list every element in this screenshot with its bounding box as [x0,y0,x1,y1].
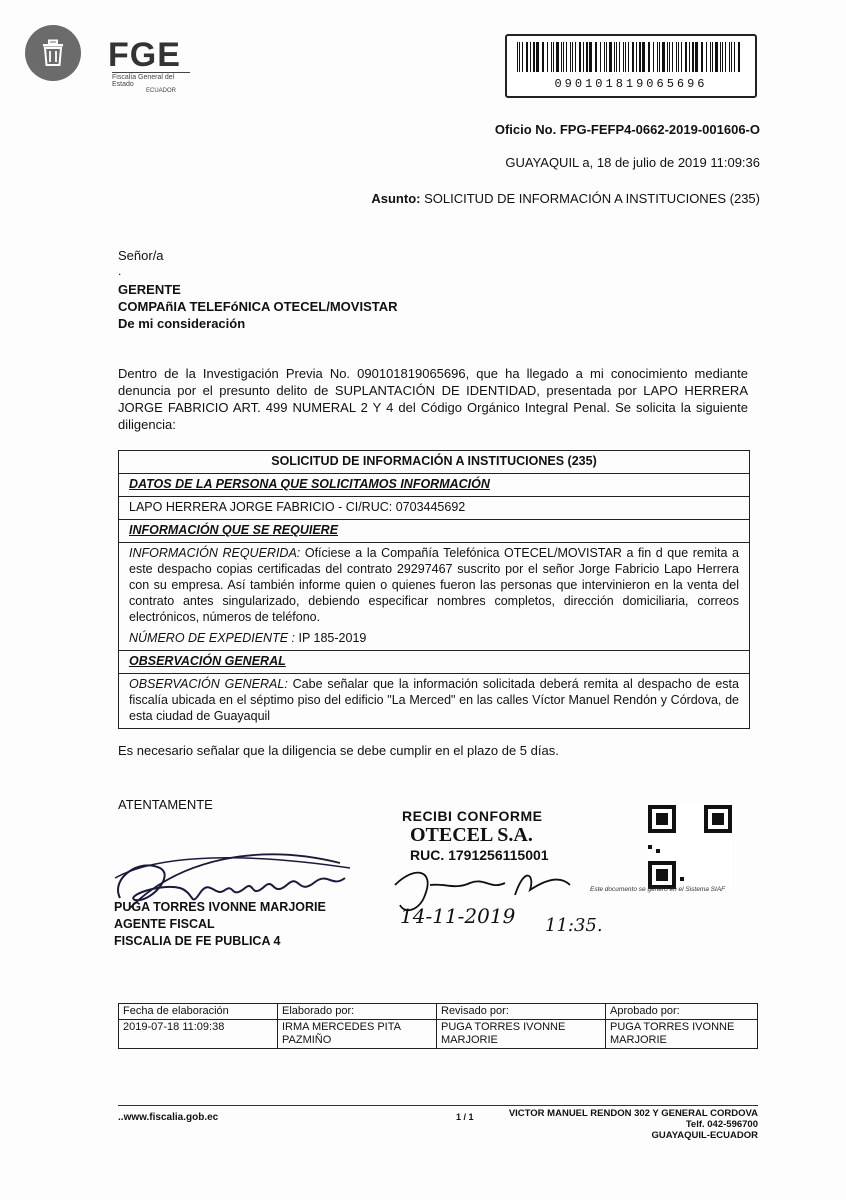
meta-header: Revisado por: [437,1004,606,1020]
stamp-line-3: RUC. 1791256115001 [410,847,549,863]
signer-role: AGENTE FISCAL [114,917,215,931]
signer-office: FISCALIA DE FE PUBLICA 4 [114,934,281,948]
barcode-bar [667,42,668,72]
footer-divider [118,1105,758,1106]
barcode-bar [604,42,605,72]
signer-block [114,899,326,950]
barcode [505,34,757,98]
meta-value: PUGA TORRES IVONNE MARJORIE [437,1020,606,1049]
salutation: Señor/a [118,248,164,263]
logo-subtitle: Fiscalía General del Estado [112,72,190,88]
signer-name: PUGA TORRES IVONNE MARJORIE [114,900,326,914]
barcode-bar [729,42,730,72]
barcode-bars [517,42,743,72]
trash-icon [40,39,66,67]
intro-paragraph: Dentro de la Investigación Previa No. 090101819065696, que ha llegado a mi conocimiento mediante denuncia por el presunto delito de SUPLANTACIÓN DE IDENTIDAD, presentada por LAPO HERRERA JORGE FABRICIO ART. 499 NUMERAL 2 Y 4 del Código Orgánico Integral Penal. Se solicita la siguiente diligencia: [118,366,748,432]
handwritten-receipt [375,855,635,945]
barcode-bar [519,42,520,72]
barcode-bar [712,42,713,72]
barcode-bar [628,42,629,72]
barcode-bar [701,42,703,72]
page-number: 1 / 1 [456,1112,474,1122]
person-data: LAPO HERRERA JORGE FABRICIO - CI/RUC: 0703445692 [129,500,466,514]
logo-country: ECUADOR [146,88,177,94]
footer-website[interactable]: ..www.fiscalia.gob.ec [118,1112,219,1123]
barcode-bar [522,42,523,72]
barcode-bar [556,42,559,72]
barcode-bar [570,42,571,72]
barcode-bar [563,42,564,72]
greeting: De mi consideración [118,316,246,331]
request-table-header: SOLICITUD DE INFORMACIÓN A INSTITUCIONES (235) [119,451,750,474]
obs-body-cell [119,674,750,729]
person-value-cell [119,497,750,520]
barcode-bar [583,42,584,72]
barcode-bar [609,42,612,72]
request-table [118,450,750,729]
barcode-bar [689,42,690,72]
qr-module [656,869,668,881]
deadline-note: Es necesario señalar que la diligencia se debe cumplir en el plazo de 5 días. [118,743,559,758]
meta-header: Aprobado por: [606,1004,758,1020]
barcode-bar [648,42,650,72]
barcode-bar [595,42,597,72]
stamp-line-1: RECIBI CONFORME [402,808,543,824]
barcode-bar [575,42,576,72]
barcode-bar [722,42,723,72]
barcode-bar [706,42,707,72]
footer-city: GUAYAQUIL-ECUADOR [651,1130,758,1141]
obs-section-title: OBSERVACIÓN GENERAL [129,654,286,668]
siaf-note: Este documento se generó en el Sistema SIAF [590,886,726,893]
obs-cell [119,651,750,674]
barcode-bar [642,42,645,72]
barcode-bar [657,42,658,72]
barcode-bar [526,42,528,72]
barcode-bar [623,42,624,72]
barcode-bar [636,42,637,72]
recipient-title: GERENTE [118,282,181,297]
barcode-bar [672,42,673,72]
obs-label: OBSERVACIÓN GENERAL: [129,677,288,691]
info-label: INFORMACIÓN REQUERIDA: [129,546,301,560]
footer-street: VICTOR MANUEL RENDON 302 Y GENERAL CORDOVA [508,1108,758,1119]
barcode-bar [553,42,554,72]
footer-address [480,1108,758,1141]
barcode-bar [678,42,679,72]
meta-header: Fecha de elaboración [119,1004,278,1020]
delete-button[interactable] [25,25,81,81]
barcode-bar [685,42,687,72]
metadata-table [118,1003,758,1049]
person-cell [119,474,750,497]
recipient-company: COMPAñIA TELEFóNICA OTECEL/MOVISTAR [118,299,398,314]
fge-logo [108,36,204,94]
barcode-bar [676,42,677,72]
barcode-bar [572,42,573,72]
barcode-bar [536,42,539,72]
recipient-block [118,281,398,332]
qr-code [648,805,732,889]
info-section-title: INFORMACIÓN QUE SE REQUIERE [129,523,339,537]
barcode-bar [659,42,660,72]
footer-phone: Telf. 042-596700 [685,1119,758,1130]
expediente-value: IP 185-2019 [295,631,367,645]
info-body-cell [119,543,750,651]
barcode-bar [517,42,518,72]
person-section-title: DATOS DE LA PERSONA QUE SOLICITAMOS INFORMACIÓN [129,477,490,491]
barcode-bar [639,42,641,72]
barcode-bar [738,42,740,72]
barcode-bar [695,42,698,72]
handwritten-date: 14-11-2019 [400,904,516,928]
barcode-bar [725,42,726,72]
barcode-bar [710,42,711,72]
subject-line [300,191,760,206]
barcode-bar [566,42,567,72]
stamp-line-2: OTECEL S.A. [410,824,533,846]
barcode-bar [669,42,670,72]
barcode-bar [561,42,562,72]
barcode-bar [616,42,617,72]
barcode-bar [619,42,620,72]
barcode-bar [547,42,548,72]
logo-text: FGE [108,36,181,74]
qr-module [712,813,724,825]
meta-value: PUGA TORRES IVONNE MARJORIE [606,1020,758,1049]
barcode-bar [530,42,531,72]
qr-module [656,813,668,825]
barcode-bar [734,42,735,72]
meta-value: 2019-07-18 11:09:38 [119,1020,278,1049]
qr-module [680,877,684,881]
qr-module [648,845,652,849]
closing: ATENTAMENTE [118,797,213,812]
subject-label: Asunto: [371,191,421,206]
subject-text: SOLICITUD DE INFORMACIÓN A INSTITUCIONES (235) [424,191,760,206]
barcode-bar [533,42,535,72]
barcode-bar [653,42,654,72]
barcode-bar [632,42,634,72]
expediente-label: NÚMERO DE EXPEDIENTE : [129,631,295,645]
barcode-bar [731,42,732,72]
barcode-bar [586,42,588,72]
barcode-bar [542,42,544,72]
info-cell [119,520,750,543]
barcode-bar [625,42,626,72]
meta-header: Elaborado por: [278,1004,437,1020]
barcode-bar [551,42,552,72]
barcode-bar [681,42,682,72]
barcode-bar [715,42,718,72]
barcode-bar [579,42,581,72]
barcode-bar [662,42,665,72]
document-date: GUAYAQUIL a, 18 de julio de 2019 11:09:36 [505,155,760,170]
barcode-number: 090101819065696 [554,77,708,91]
barcode-bar [614,42,615,72]
handwritten-time: 11:35. [545,915,603,936]
barcode-bar [600,42,601,72]
barcode-bar [692,42,694,72]
qr-module [656,849,660,853]
barcode-bar [589,42,592,72]
obs-text: Cabe señalar que la información solicitada deberá remita al despacho de esta fiscalía ubicada en el séptimo piso del edificio "La Merced" en las calles Víctor Manuel Rendón y Córdova, de esta ciudad de Guayaquil [129,677,739,723]
barcode-bar [606,42,607,72]
salutation-dot: . [118,264,122,278]
meta-value: IRMA MERCEDES PITA PAZMIÑO [278,1020,437,1049]
barcode-bar [720,42,721,72]
info-text: Ofíciese a la Compañía Telefónica OTECEL/MOVISTAR a fin d que remita a este despacho copias certificadas del contrato 29297467 suscrito por el señor Jorge Fabricio Lapo Herrera con su empresa. Así también informe quien o quienes fueron las personas que intervinieron en la venta del contrato antes singularizado, debiendo especificar nombres completos, dirección domiciliaria, correos electrónicos, números de teléfono. [129,546,739,624]
oficio-number: Oficio No. FPG-FEFP4-0662-2019-001606-O [494,122,760,137]
